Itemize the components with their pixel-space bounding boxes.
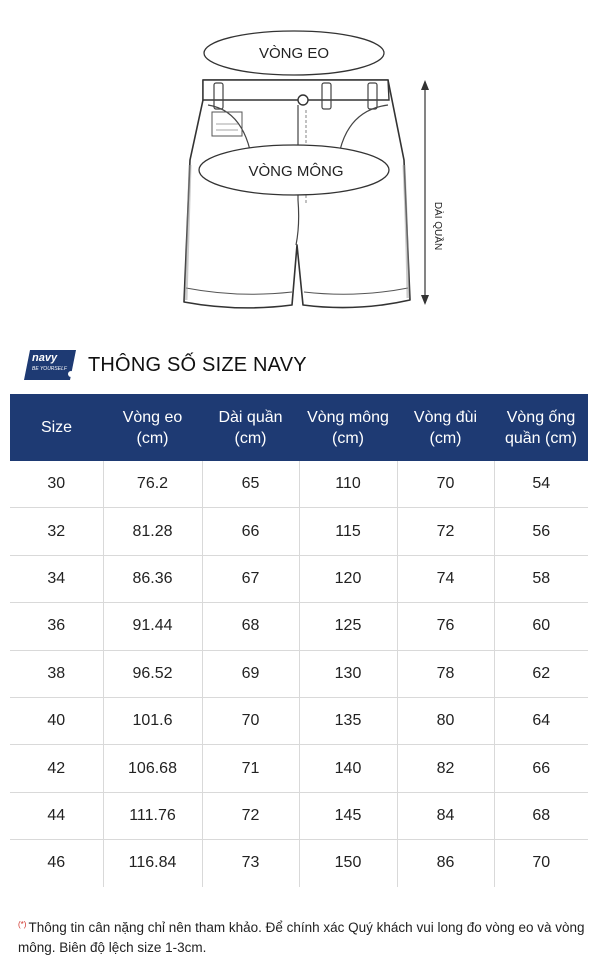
cell-hip: 110 xyxy=(299,461,397,508)
header-size: Size xyxy=(10,394,103,461)
cell-thigh: 72 xyxy=(397,508,494,555)
cell-waist: 116.84 xyxy=(103,840,202,887)
cell-waist: 86.36 xyxy=(103,555,202,602)
cell-length: 70 xyxy=(202,697,299,744)
size-table xyxy=(10,394,588,887)
cell-leg-opening: 60 xyxy=(494,603,588,650)
cell-size: 46 xyxy=(47,854,66,872)
table-row xyxy=(10,745,588,792)
cell-leg-opening: 56 xyxy=(494,508,588,555)
cell-size: 34 xyxy=(10,555,103,602)
cell-waist: 96.52 xyxy=(103,650,202,697)
header-length: Dài quần (cm) xyxy=(202,394,299,461)
table-row xyxy=(10,603,588,650)
waist-label: VÒNG EO xyxy=(258,45,330,62)
header-hip: Vòng mông (cm) xyxy=(299,394,397,461)
cell-thigh: 84 xyxy=(397,792,494,839)
cell-waist: 76.2 xyxy=(103,461,202,508)
cell-leg-opening: 58 xyxy=(494,555,588,602)
page-title: THÔNG SỐ SIZE NAVY xyxy=(88,353,307,376)
cell-hip: 125 xyxy=(299,603,397,650)
table-row xyxy=(10,508,588,555)
table-row xyxy=(10,461,588,508)
cell-thigh: 86 xyxy=(397,840,494,887)
cell-waist: 111.76 xyxy=(103,792,202,839)
size-chart-heading xyxy=(24,345,307,385)
shorts-illustration xyxy=(0,0,600,330)
cell-thigh: 74 xyxy=(397,555,494,602)
cell-hip: 115 xyxy=(299,508,397,555)
cell-leg-opening: 54 xyxy=(494,461,588,508)
cell-hip: 130 xyxy=(299,650,397,697)
length-arrow xyxy=(421,80,429,305)
cell-waist: 81.28 xyxy=(103,508,202,555)
cell-length: 69 xyxy=(202,650,299,697)
cell-thigh: 80 xyxy=(397,697,494,744)
header-waist: Vòng eo (cm) xyxy=(103,394,202,461)
header-thigh: Vòng đùi (cm) xyxy=(397,394,494,461)
cell-size: 32 xyxy=(10,508,103,555)
cell-waist: 101.6 xyxy=(103,697,202,744)
cell-leg-opening: 62 xyxy=(494,650,588,697)
footnote xyxy=(18,918,590,958)
cell-thigh: 70 xyxy=(397,461,494,508)
hip-label: VÒNG MÔNG xyxy=(248,163,344,180)
cell-length: 72 xyxy=(202,792,299,839)
cell-leg-opening: 66 xyxy=(494,745,588,792)
cell-length: 71 xyxy=(202,745,299,792)
table-row xyxy=(10,650,588,697)
cell-hip: 140 xyxy=(299,745,397,792)
table-header-row xyxy=(10,394,588,461)
table-row xyxy=(10,792,588,839)
cell-hip: 120 xyxy=(299,555,397,602)
cell-size: 40 xyxy=(10,697,103,744)
cell-leg-opening: 70 xyxy=(494,840,588,887)
cell-hip: 150 xyxy=(299,840,397,887)
cell-length: 65 xyxy=(202,461,299,508)
cell-waist: 106.68 xyxy=(103,745,202,792)
logo-subtext: BE YOURSELF xyxy=(32,366,67,372)
table-row xyxy=(10,697,588,744)
cell-size: 42 xyxy=(10,745,103,792)
shorts-diagram xyxy=(0,0,600,330)
footnote-text: Thông tin cân nặng chỉ nên tham khảo. Để chính xác Quý khách vui long đo vòng eo và vòng mông. Biên độ lệch size 1-3cm. xyxy=(18,920,585,955)
cell-length: 66 xyxy=(202,508,299,555)
cell-size: 44 xyxy=(10,792,103,839)
table-row xyxy=(10,555,588,602)
navy-logo xyxy=(24,348,78,382)
cell-hip: 135 xyxy=(299,697,397,744)
header-leg-opening: Vòng ống quần (cm) xyxy=(494,394,588,461)
cell-leg-opening: 68 xyxy=(494,792,588,839)
cell-length: 67 xyxy=(202,555,299,602)
logo-text: navy xyxy=(32,352,58,364)
cell-size: 38 xyxy=(10,650,103,697)
cell-length: 73 xyxy=(202,840,299,887)
cell-thigh: 76 xyxy=(397,603,494,650)
length-label: DÀI QUẦN xyxy=(432,201,443,251)
cell-thigh: 78 xyxy=(397,650,494,697)
cell-hip: 145 xyxy=(299,792,397,839)
table-row xyxy=(10,840,588,887)
cell-size: 36 xyxy=(10,603,103,650)
footnote-marker: (*) xyxy=(18,920,27,929)
cell-waist: 91.44 xyxy=(103,603,202,650)
cell-size: 30 xyxy=(10,461,103,508)
cell-length: 68 xyxy=(202,603,299,650)
cell-leg-opening: 64 xyxy=(494,697,588,744)
cell-thigh: 82 xyxy=(397,745,494,792)
